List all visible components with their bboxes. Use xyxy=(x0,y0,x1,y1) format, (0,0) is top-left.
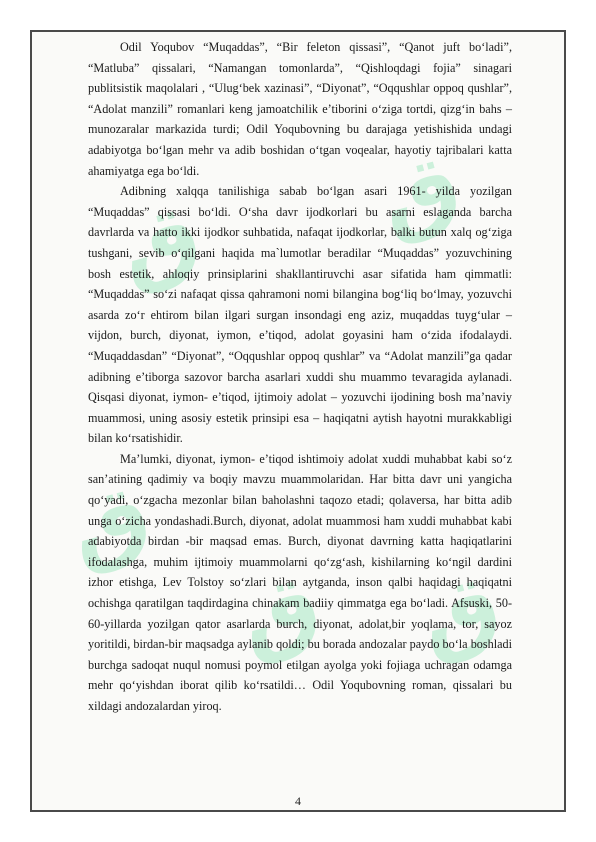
watermark-logo: ق xyxy=(58,461,161,582)
page-number: 4 xyxy=(295,794,301,808)
document-body xyxy=(88,37,512,717)
watermark-logo: ق xyxy=(108,181,211,302)
paragraph: Adibning xalqqa tanilishiga sabab bo‘lgan asari 1961- yilda yozilgan “Muqaddas” qissasi bo‘ldi. O‘sha davr ijodkorlari bu asarni eslaganda barcha davrlarda va hatto ikki ijodkor suhbatida, nafaqat ijodkorlar, balki butun xalq og‘ziga tushgani, sevib o‘qilgani haqida ma`lumotlar beradilar “Muqaddas” yozuvchining bosh estetik, ahloqiy prinsiplarini shakllantiruvchi asar sifatida ham qimmatli: “Muqaddas” so‘zi nafaqat qissa qahramoni nomi bilangina bog‘liq bo‘lmay, yozuvchi asarda zo‘r ehtirom bilan ilgari surgan insondagi eng aziz, muqaddas tuyg‘ular –vijdon, burch, diyonat, iymon, e’tiqod, adolat goyasini ham o‘zida ifodalaydi. “Muqaddasdan” “Diyonat”, “Oqqushlar oppoq qushlar” va “Adolat manzili”ga qadar adibning e’tiborga sazovor barcha asarlari xuddi shu muammo tevaragida aylanadi. Qisqasi diyonat, iymon- e’tiqod, ijtimoiy adolat – yozuvchi ijodining bosh ma’naviy muammosi, uning asosiy estetik prinsipi esa – haqiqatni aytish hayotni murakkabligi bilan ko‘rsatishidir. xyxy=(88,184,512,446)
watermark-logo: ق xyxy=(368,131,471,252)
watermark-logo: ق xyxy=(408,551,511,672)
watermark-logo: ق xyxy=(228,551,331,672)
paragraph: Odil Yoqubov “Muqaddas”, “Bir feleton qissasi”, “Qanot juft bo‘ladi”, “Matluba” qissalari, “Namangan tomonlarda”, “Qishloqdagi fojia” sinagari publitsistik maqolalari , “Ulug‘bek xazinasi”, “Diyonat”, “Oqqushlar oppoq qushlar”, “Adolat manzili” romanlari keng jamoatchilik e’tiborini o‘ziga tortdi, qizg‘in bahs – munozaralar markazida turdi; Odil Yoqubovning bu darajaga yetishishida undagi adabiyotga bo‘lgan mehr va adib boshidan o‘tgan voqealar, hayotiy tajribalari katta ahamiyatga ega bo‘ldi. xyxy=(88,40,512,178)
paragraph: Ma’lumki, diyonat, iymon- e’tiqod ishtimoiy adolat xuddi muhabbat kabi so‘z san’atining qadimiy va boqiy mavzu muammolaridan. Har bitta davr uni yangicha qo‘yadi, o‘zgacha mezonlar bilan baholashni taqozo etadi; qolaversa, har bitta adib unga o‘zicha yondashadi.Burch, diyonat, adolat muammosi ham xuddi muhabbat kabi adabiyotda birdan -bir maqsad emas. Burch, diyonat davrning katta haqiqatlarini ifodalashga, muhim ijtimoiy muammolarni qo‘zg‘ash, kishilarning ko‘ngil dardini izhor etishga, Lev Tolstoy so‘zlari bilan aytganda, inson qalbi haqidagi haqiqatni ochishga qaratilgan taqdirdagina chinakam badiiy qimmatga ega bo‘ladi. Afsuski, 50-60-yillarda yozilgan qator asarlarda burch, diyonat, adolat,bir yoqlama, tor, sayoz yoritildi, birdan-bir maqsadga aylanib qoldi; bu borada andozalar paydo bo‘la boshladi burchga sadoqat nuqul nomusi poymol etilgan ayolga yoki fojiaga uchragan odamga mehr qo‘yishdan iborat qilib ko‘rsatildi… Odil Yoqubovning roman, qissalari bu xildagi andozalardan yiroq. xyxy=(88,451,512,713)
